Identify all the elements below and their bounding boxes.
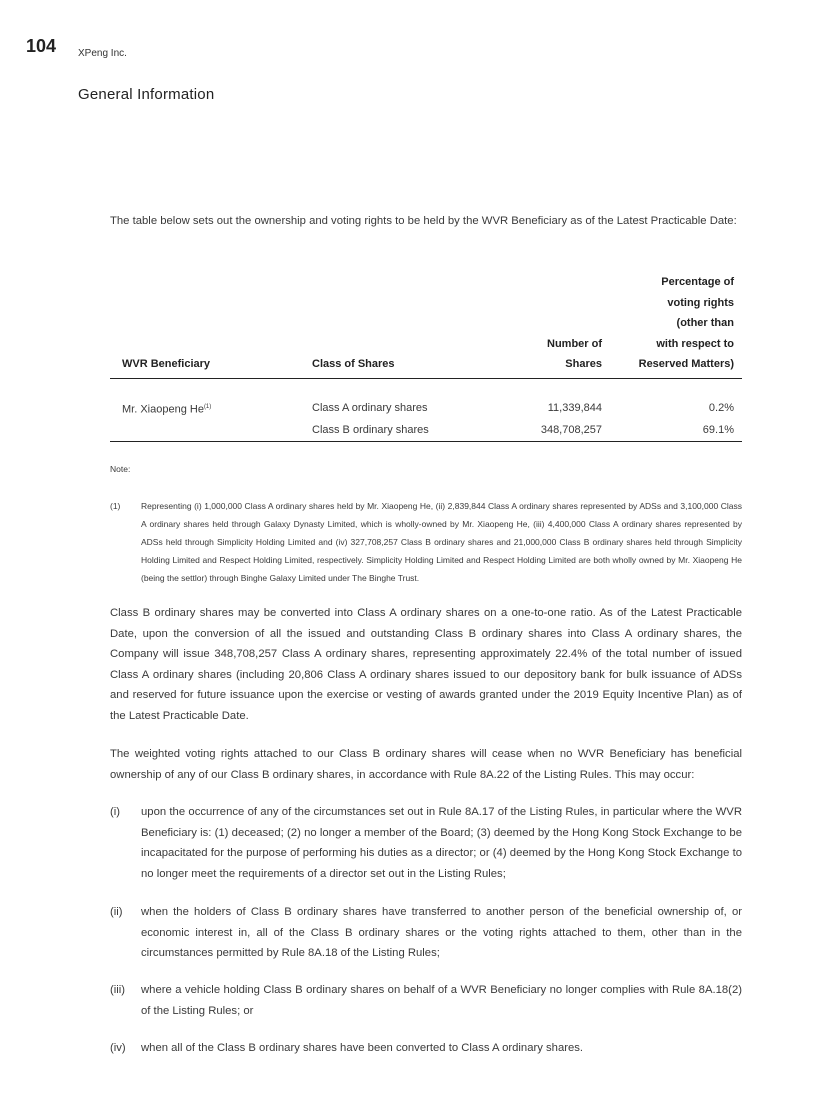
list-item-text: when the holders of Class B ordinary shares have transferred to another person of the beneficial ownership of, or economic interest in, all of the Class B ordinary shares or the voting rights attached to them, other than in the circumstances permitted by Rule 8A.18 of the Listing Rules; [141, 906, 742, 960]
table-row [110, 397, 742, 420]
header-percentage [610, 272, 742, 378]
list-item [110, 1038, 742, 1059]
table-header-row [110, 272, 742, 378]
cell-class: Class A ordinary shares [312, 402, 428, 415]
cell-number: 348,708,257 [500, 420, 610, 441]
list-item-label: (iv) [110, 1042, 126, 1054]
note-label: Note: [110, 464, 131, 474]
header-percentage-line: voting rights [667, 296, 734, 309]
cell-number: 11,339,844 [547, 402, 602, 415]
header-class: Class of Shares [310, 272, 500, 378]
list-item [110, 802, 742, 884]
list-item-label: (iii) [110, 984, 126, 996]
section-title: General Information [78, 86, 215, 103]
header-percentage-line: with respect to [656, 337, 734, 350]
footnote-ref: (1) [203, 403, 212, 410]
wvr-cease-paragraph: The weighted voting rights attached to our Class B ordinary shares will cease when no WVR Beneficiary has beneficial ownership of any of our Class B ordinary shares, in accordance with Rule 8A.22 of the Listing Rules. This may occur: [110, 748, 742, 781]
header-percentage-line: Percentage of [661, 276, 734, 288]
footnote-text: Representing (i) 1,000,000 Class A ordinary shares held by Mr. Xiaopeng He, (ii) 2,839,844 Class A ordinary shares represented by ADSs and 3,100,000 Class A ordinary shares held through Galaxy Dynasty Limited, which is wholly-owned by Mr. Xiaopeng He, (iii) 4,400,000 Class A ordinary shares represented by ADSs held through Simplicity Holding Limited and (iv) 327,708,257 Class B ordinary shares and 21,000,000 Class B ordinary shares held through Simplicity Holding Limited and Respect Holding Limited, respectively. Simplicity Holding Limited and Respect Holding Limited are both wholly owned by Mr. Xiaopeng He (being the settlor) through Binghe Galaxy Limited under The Binghe Trust. [141, 501, 742, 583]
cell-beneficiary [110, 420, 310, 441]
table-spacer-row [110, 378, 742, 397]
cell-percentage: 69.1% [610, 420, 742, 441]
list-item-text: upon the occurrence of any of the circumstances set out in Rule 8A.17 of the Listing Rules, in particular where the WVR Beneficiary is: (1) deceased; (2) no longer a member of the Board; (3) deemed by the Hong Kong Stock Exchange to be incapacitated for the purpose of performing his duties as a director; or (4) deemed by the Hong Kong Stock Exchange to no longer meet the requirements of a director set out in the Listing Rules; [141, 806, 742, 880]
list-item-label: (ii) [110, 906, 123, 918]
header-beneficiary: WVR Beneficiary [110, 272, 310, 378]
page-number: 104 [26, 36, 57, 56]
footnote-number: (1) [110, 501, 121, 511]
list-item [110, 980, 742, 1021]
cell-beneficiary [110, 397, 310, 420]
ownership-table [110, 272, 742, 442]
list-item-text: when all of the Class B ordinary shares have been converted to Class A ordinary shares. [141, 1042, 584, 1054]
cell-percentage: 0.2% [708, 402, 734, 415]
cell-class: Class B ordinary shares [310, 420, 500, 441]
header-percentage-line: (other than [676, 317, 734, 330]
beneficiary-name: Mr. Xiaopeng He [122, 403, 204, 416]
header-percentage-line: Reserved Matters) [638, 358, 734, 371]
company-name: XPeng Inc. [78, 48, 127, 59]
list-item-text: where a vehicle holding Class B ordinary shares on behalf of a WVR Beneficiary no longer complies with Rule 8A.18(2) of the Listing Rules; or [141, 984, 742, 1017]
intro-paragraph: The table below sets out the ownership and voting rights to be held by the WVR Beneficiary as of the Latest Practicable Date: [110, 215, 737, 227]
footnote [110, 497, 742, 587]
list-item [110, 902, 742, 964]
list-item-label: (i) [110, 806, 121, 818]
header-number: Number of Shares [500, 272, 610, 378]
table-row [110, 420, 742, 441]
conversion-paragraph: Class B ordinary shares may be converted into Class A ordinary shares on a one-to-one ratio. As of the Latest Practicable Date, upon the conversion of all the issued and outstanding Class B ordinary shares into Class A ordinary shares, the Company will issue 348,708,257 Class A ordinary shares, representing approximately 22.4% of the total number of issued Class A ordinary shares (including 20,806 Class A ordinary shares issued to our depository bank for bulk issuance of ADSs and reserved for future issuance upon the exercise or vesting of awards granted under the 2019 Equity Incentive Plan) as of the Latest Practicable Date. [110, 607, 742, 722]
